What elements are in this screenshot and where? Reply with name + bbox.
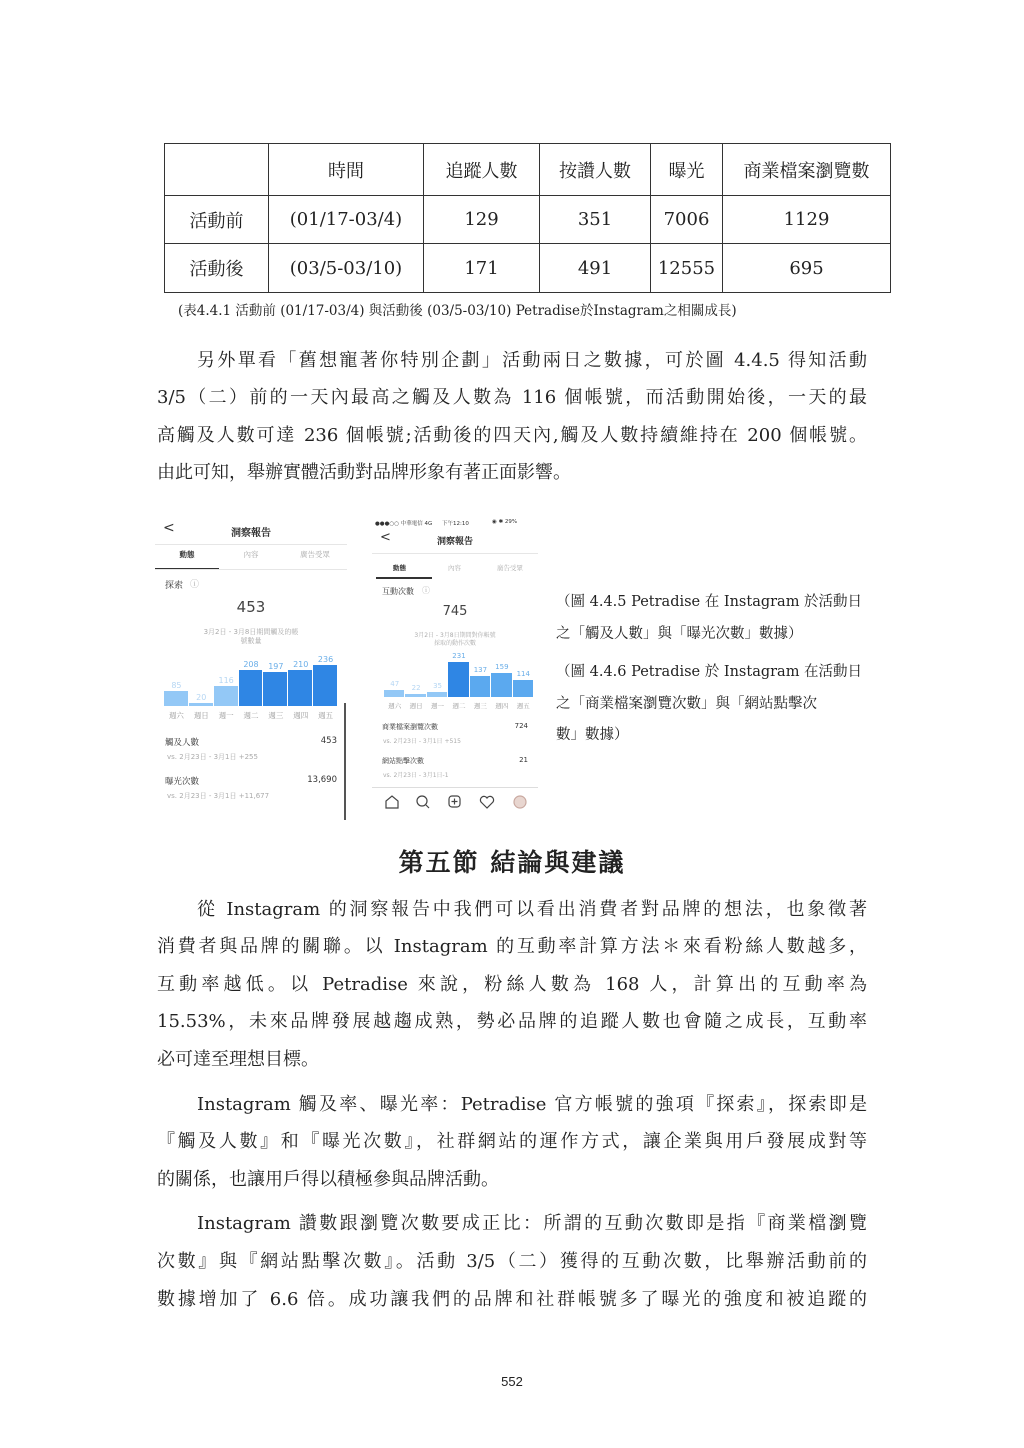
table-cell: 活動前	[165, 196, 269, 244]
stat-value: 724	[514, 722, 528, 730]
table-cell: (01/17-03/4)	[269, 196, 424, 244]
subtitle: 3月2日 - 3月8日期間觸及的帳	[203, 628, 299, 636]
paragraph-line: 互動率越低。以 Petradise 來說，粉絲人數為 168 人，計算出的互動率為	[157, 974, 867, 995]
table-cell: 491	[540, 244, 651, 293]
scrollbar[interactable]	[344, 703, 346, 820]
paragraph-line: 次數』與『網站點擊次數』。活動 3/5（二）獲得的互動次數，比舉辦活動前的	[157, 1251, 867, 1272]
day-label: 週三	[268, 711, 284, 720]
day-label: 週五	[318, 711, 334, 720]
screen-title: 洞察報告	[436, 537, 473, 547]
bar-value-label: 116	[218, 675, 234, 685]
chart-bar	[263, 672, 287, 706]
day-label: 週二	[452, 702, 466, 710]
table-cell: 351	[540, 196, 651, 244]
bar-value-label: 197	[268, 661, 284, 671]
stat-value: 13,690	[307, 775, 337, 785]
chart-bar	[239, 670, 263, 706]
bar-value-label: 208	[243, 659, 259, 669]
figure-caption-line: 之「觸及人數」與「曝光次數」數據）	[556, 626, 803, 642]
back-icon: <	[380, 530, 391, 545]
bar-value-label: 47	[390, 679, 400, 688]
figure-caption-line: 數」數據）	[556, 727, 629, 743]
bar-value-label: 35	[433, 681, 443, 690]
search-icon[interactable]	[417, 796, 429, 808]
day-label: 週一	[218, 711, 234, 720]
divider	[155, 569, 347, 570]
stat-label: 網站點擊次數	[382, 757, 424, 765]
divider	[372, 553, 538, 554]
section-label: 探索	[165, 581, 184, 591]
add-icon[interactable]	[449, 796, 460, 807]
divider	[155, 544, 347, 545]
tab-activity: 動態	[179, 550, 195, 559]
page-number: 552	[501, 1374, 523, 1389]
day-label: 週四	[293, 711, 309, 720]
stat-compare: vs. 2月23日 - 3月1日 +255	[167, 753, 258, 761]
instagram-interactions-screenshot	[372, 517, 538, 814]
day-label: 週四	[495, 702, 509, 710]
total-value: 453	[236, 598, 266, 616]
table-header: 曝光	[651, 144, 723, 196]
chart-bar	[164, 691, 188, 706]
screen-title: 洞察報告	[231, 528, 271, 539]
bar-value-label: 85	[171, 681, 182, 691]
tab-audience: 廣告受眾	[300, 550, 330, 559]
stat-label: 曝光次數	[165, 777, 200, 787]
growth-table	[164, 143, 891, 293]
bar-value-label: 137	[473, 666, 488, 675]
paragraph-line: 必可達至理想目標。	[157, 1049, 319, 1070]
subtitle: 採取的動作次數	[433, 640, 476, 647]
heart-icon[interactable]	[480, 796, 493, 808]
paragraph-line: Instagram 觸及率、曝光率：Petradise 官方帳號的強項『探索』，探索即是	[197, 1094, 867, 1115]
stat-compare: vs. 2月23日 - 3月1日 +11,677	[167, 792, 270, 800]
total-value: 745	[442, 604, 468, 619]
table-header: 按讚人數	[540, 144, 651, 196]
bar-value-label: 114	[516, 669, 530, 678]
chart-bar	[214, 686, 238, 706]
stat-compare: vs. 2月23日 - 3月1日 +515	[383, 738, 461, 745]
day-label: 週一	[431, 702, 445, 710]
bottom-nav	[382, 793, 532, 811]
table-cell: 1129	[723, 196, 891, 244]
chart-bar	[384, 690, 404, 697]
tab-activity: 動態	[393, 564, 406, 572]
paragraph-line: 『觸及人數』和『曝光次數』，社群網站的運作方式，讓企業與用戶發展成對等	[157, 1131, 867, 1152]
table-cell: 7006	[651, 196, 723, 244]
table-header: 商業檔案瀏覽數	[723, 144, 891, 196]
paragraph-line: Instagram 讚數跟瀏覽次數要成正比：所謂的互動次數即是指『商業檔瀏覽	[197, 1213, 867, 1234]
status-time: 下午12:10	[442, 521, 469, 527]
day-label: 週三	[473, 702, 487, 710]
table-header: 時間	[269, 144, 424, 196]
tab-content: 內容	[243, 550, 259, 559]
paragraph-line: 的關係，也讓用戶得以積極參與品牌活動。	[157, 1169, 499, 1190]
bar-value-label: 159	[495, 662, 509, 671]
table-caption: (表4.4.1 活動前 (01/17-03/4) 與活動後 (03/5-03/10) Petradise於Instagram之相關成長)	[178, 303, 737, 319]
active-tab-indicator	[376, 577, 432, 579]
table-row	[165, 244, 891, 293]
chart-bar	[313, 665, 337, 706]
info-icon: ⓘ	[422, 586, 430, 595]
paragraph-line: 15.53%，未來品牌發展越趨成熟，勢必品牌的追蹤人數也會隨之成長，互動率	[157, 1011, 867, 1032]
info-icon: ⓘ	[190, 580, 200, 590]
day-label: 週日	[193, 711, 209, 720]
stat-compare: vs. 2月23日 - 3月1日-1	[383, 772, 449, 779]
subtitle: 3月2日 - 3月8日期間對你帳號	[414, 632, 496, 639]
tab-audience: 廣告受眾	[497, 564, 523, 572]
stat-value: 21	[519, 756, 528, 764]
status-battery: ◉ ✱ 29%	[492, 519, 518, 525]
instagram-reach-screenshot	[155, 517, 347, 820]
chart-bar	[448, 662, 468, 697]
figure-caption-line: （圖 4.4.5 Petradise 在 Instagram 於活動日	[556, 594, 863, 610]
status-carrier: ●●●○○ 中華電信 4G	[375, 521, 433, 527]
table-cell: 171	[424, 244, 540, 293]
home-icon[interactable]	[386, 796, 398, 808]
chart-bar	[491, 673, 511, 697]
stat-label: 商業檔案瀏覽次數	[382, 723, 438, 731]
paragraph-line: 3/5（二）前的一天內最高之觸及人數為 116 個帳號，而活動開始後，一天的最	[157, 387, 867, 408]
table-cell: 活動後	[165, 244, 269, 293]
chart-bar	[427, 692, 447, 697]
table-row	[165, 196, 891, 244]
table-cell: (03/5-03/10)	[269, 244, 424, 293]
table-cell: 12555	[651, 244, 723, 293]
subtitle: 號數量	[240, 637, 262, 645]
table-header: 追蹤人數	[424, 144, 540, 196]
day-label: 週五	[516, 702, 530, 710]
table-header-row	[165, 144, 891, 196]
profile-avatar-icon[interactable]	[514, 796, 526, 808]
paragraph-line: 消費者與品牌的關聯。以 Instagram 的互動率計算方法＊來看粉絲人數越多，	[157, 936, 867, 957]
chart-bar	[189, 703, 213, 706]
paragraph-line: 由此可知，舉辦實體活動對品牌形象有著正面影響。	[157, 462, 571, 483]
back-icon: <	[163, 520, 175, 536]
chart-bar	[470, 676, 490, 697]
paragraph-line: 另外單看「舊想寵著你特別企劃」活動兩日之數據，可於圖 4.4.5 得知活動	[197, 350, 867, 371]
chart-bar	[288, 670, 312, 706]
bar-value-label: 210	[293, 659, 309, 669]
tab-content: 內容	[448, 564, 461, 572]
figure-caption-line: （圖 4.4.6 Petradise 於 Instagram 在活動日	[556, 664, 863, 680]
table-cell: 695	[723, 244, 891, 293]
figure-caption-line: 之「商業檔案瀏覽次數」與「網站點擊次	[556, 696, 817, 712]
paragraph-line: 高觸及人數可達 236 個帳號;活動後的四天內,觸及人數持續維持在 200 個帳號。	[157, 425, 867, 446]
day-label: 週二	[243, 711, 259, 720]
bar-value-label: 22	[411, 683, 421, 692]
section-label: 互動次數	[382, 587, 414, 596]
day-label: 週日	[409, 702, 423, 710]
chart-bar	[513, 680, 533, 697]
chart-bar	[405, 694, 425, 697]
table-cell: 129	[424, 196, 540, 244]
stat-label: 觸及人數	[165, 738, 200, 748]
stat-value: 453	[320, 736, 337, 746]
day-label: 週六	[388, 702, 402, 710]
bar-value-label: 236	[317, 655, 334, 664]
section-heading: 第五節 結論與建議	[398, 848, 626, 877]
paragraph-line: 從 Instagram 的洞察報告中我們可以看出消費者對品牌的想法，也象徵著	[197, 899, 867, 920]
table-header	[165, 144, 269, 196]
divider	[372, 787, 538, 788]
bar-value-label: 231	[452, 652, 466, 660]
bar-value-label: 20	[196, 692, 207, 702]
day-label: 週六	[168, 711, 184, 720]
paragraph-line: 數據增加了 6.6 倍。成功讓我們的品牌和社群帳號多了曝光的強度和被追蹤的	[157, 1289, 867, 1310]
